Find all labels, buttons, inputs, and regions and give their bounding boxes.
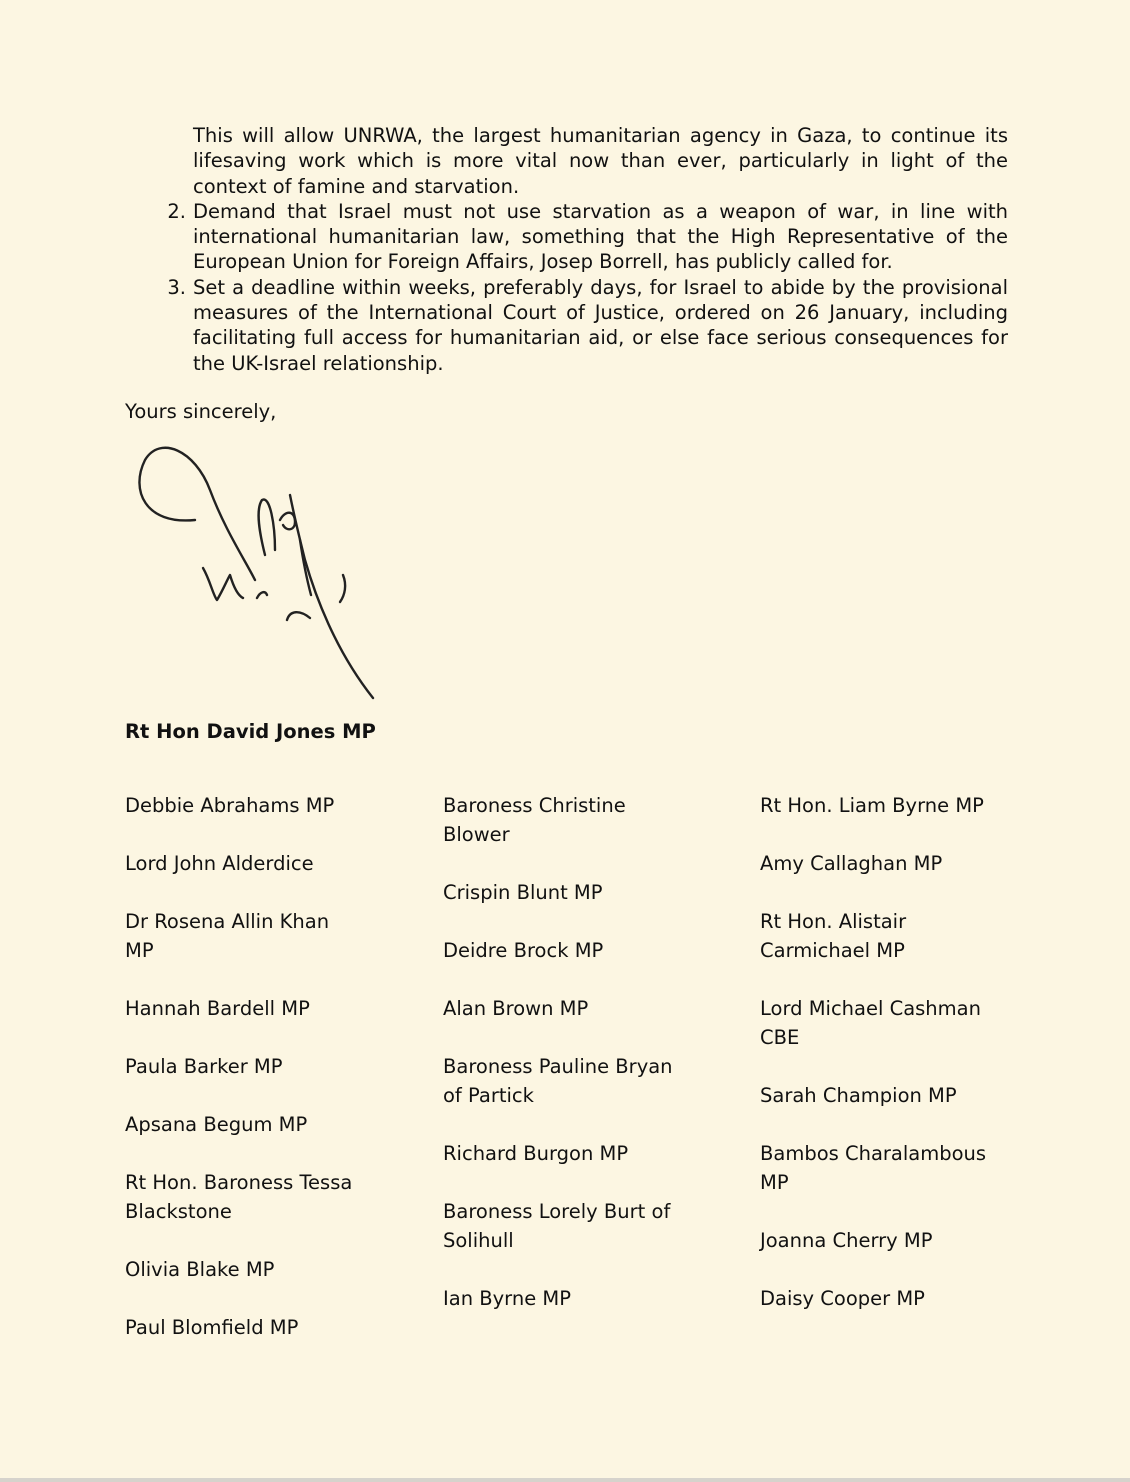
signatory: Hannah Bardell MP <box>125 997 310 1020</box>
signatory: Lord Michael Cashman CBE <box>760 997 981 1049</box>
signatory: Baroness Christine Blower <box>443 794 626 846</box>
signatory: Ian Byrne MP <box>443 1287 571 1310</box>
signatory: Crispin Blunt MP <box>443 881 603 904</box>
signatories-column-1 <box>125 791 400 1371</box>
demands-list <box>125 123 1008 376</box>
signature-icon <box>125 430 405 710</box>
list-item <box>125 199 1008 275</box>
signatory: Baroness Pauline Bryan of Partick <box>443 1055 673 1107</box>
list-item <box>125 275 1008 376</box>
signatory: Dr Rosena Allin Khan MP <box>125 910 330 962</box>
signatory: Richard Burgon MP <box>443 1142 629 1165</box>
signatory: Amy Callaghan MP <box>760 852 943 875</box>
signatory: Joanna Cherry MP <box>760 1229 933 1252</box>
signatory: Apsana Begum MP <box>125 1113 308 1136</box>
signatory: Olivia Blake MP <box>125 1258 275 1281</box>
signatory: Sarah Champion MP <box>760 1084 957 1107</box>
page-bottom-edge <box>0 1478 1130 1482</box>
signatory: Daisy Cooper MP <box>760 1287 925 1310</box>
signatory: Rt Hon. Alistair Carmichael MP <box>760 910 907 962</box>
signatory: Bambos Charalambous MP <box>760 1142 987 1194</box>
signatory: Lord John Alderdice <box>125 852 314 875</box>
signatory: Paul Blomfield MP <box>125 1316 299 1339</box>
list-text: This will allow UNRWA, the largest humanitarian agency in Gaza, to continue its lifesaving work which is more vital now than ever, particularly in light of the context of famine and starvation. <box>193 124 1008 198</box>
signatory: Baroness Lorely Burt of Solihull <box>443 1200 671 1252</box>
signatories-column-3 <box>760 791 1035 1342</box>
signatory: Rt Hon. Baroness Tessa Blackstone <box>125 1171 353 1223</box>
signatory: Debbie Abrahams MP <box>125 794 335 817</box>
list-text: Set a deadline within weeks, preferably days, for Israel to abide by the provisional measures of the International Court of Justice, ordered on 26 January, including facilitating full access for humanitarian aid, or else face serious consequences for the UK-Israel relationship. <box>193 275 1008 375</box>
list-number: 3. <box>167 275 186 299</box>
signatory: Deidre Brock MP <box>443 939 604 962</box>
signatory: Rt Hon. Liam Byrne MP <box>760 794 984 817</box>
list-text: Demand that Israel must not use starvation as a weapon of war, in line with international humanitarian law, something that the High Representative of the European Union for Foreign Affairs, Josep Borrell, has publicly called for. <box>193 199 1008 274</box>
list-item <box>125 123 1008 199</box>
signatory: Alan Brown MP <box>443 997 589 1020</box>
signatories-column-2 <box>443 791 718 1342</box>
closing: Yours sincerely, <box>125 400 277 423</box>
signatory: Paula Barker MP <box>125 1055 283 1078</box>
signer-name: Rt Hon David Jones MP <box>125 720 376 743</box>
list-number: 2. <box>167 199 186 223</box>
